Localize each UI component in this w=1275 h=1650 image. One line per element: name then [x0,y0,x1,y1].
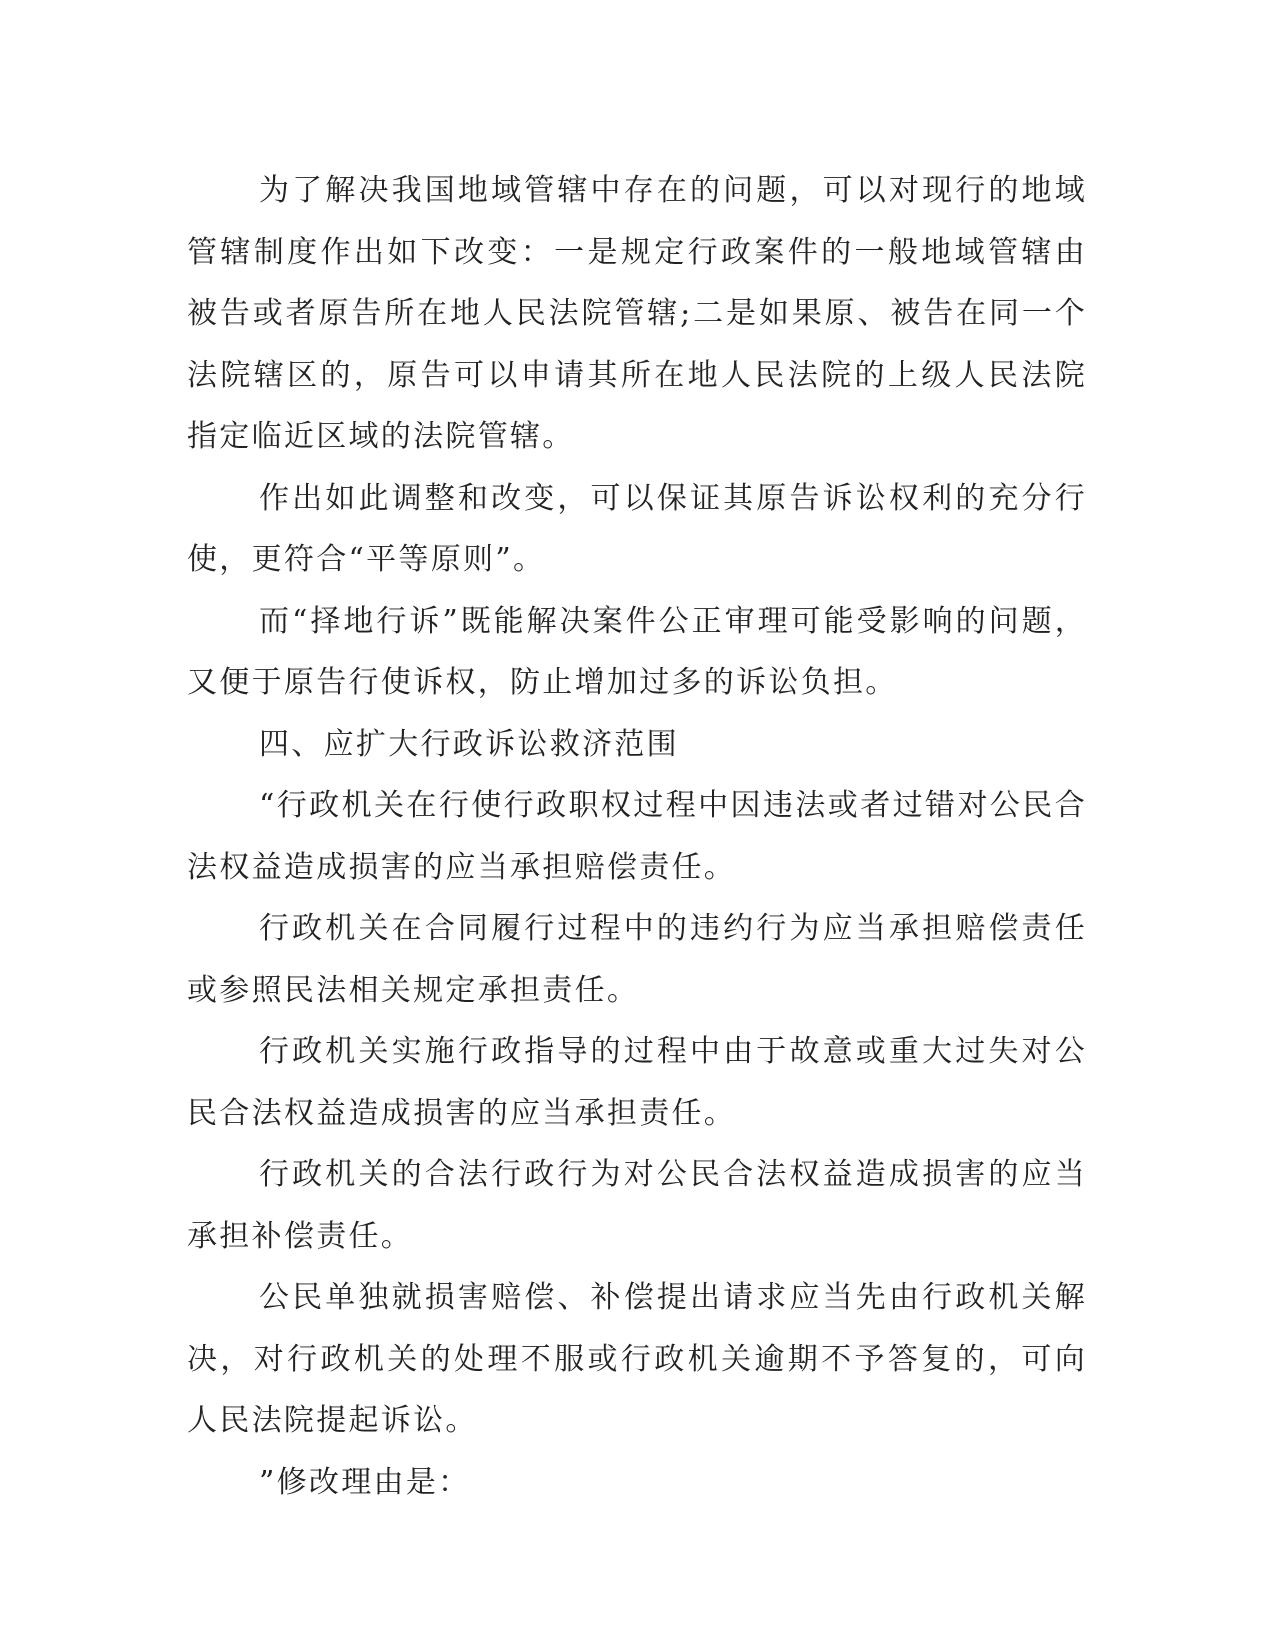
paragraph-jurisdiction-reform: 为了解决我国地域管辖中存在的问题，可以对现行的地域管辖制度作出如下改变：一是规定行政案件的一般地域管辖由被告或者原告所在地人民法院管辖;二是如果原、被告在同一个法院辖区的，原告可以申请其所在地人民法院的上级人民法院指定临近区域的法院管辖。 [187,173,1087,454]
section-heading-four: 四、应扩大行政诉讼救济范围 [259,726,679,762]
paragraph-lawful-acts-compensation: 行政机关的合法行政行为对公民合法权益造成损害的应当承担补偿责任。 [187,1157,1087,1254]
paragraph-contract-breach: 行政机关在合同履行过程中的违约行为应当承担赔偿责任或参照民法相关规定承担责任。 [187,911,1087,1008]
document-body [187,160,1087,1513]
paragraph-equality-principle: 作出如此调整和改变，可以保证其原告诉讼权利的充分行使，更符合“平等原则”。 [187,480,1087,577]
paragraph-reasons-intro: ”修改理由是： [259,1464,471,1500]
paragraph-claim-procedure: 公民单独就损害赔偿、补偿提出请求应当先由行政机关解决，对行政机关的处理不服或行政机关逾期不予答复的，可向人民法院提起诉讼。 [187,1280,1087,1438]
paragraph-administrative-guidance: 行政机关实施行政指导的过程中由于故意或重大过失对公民合法权益造成损害的应当承担责任。 [187,1034,1087,1131]
paragraph-illegal-acts-liability: “行政机关在行使行政职权过程中因违法或者过错对公民合法权益造成损害的应当承担赔偿责任。 [187,788,1087,885]
paragraph-choose-venue: 而“择地行诉”既能解决案件公正审理可能受影响的问题，又便于原告行使诉权，防止增加过多的诉讼负担。 [187,603,1087,700]
